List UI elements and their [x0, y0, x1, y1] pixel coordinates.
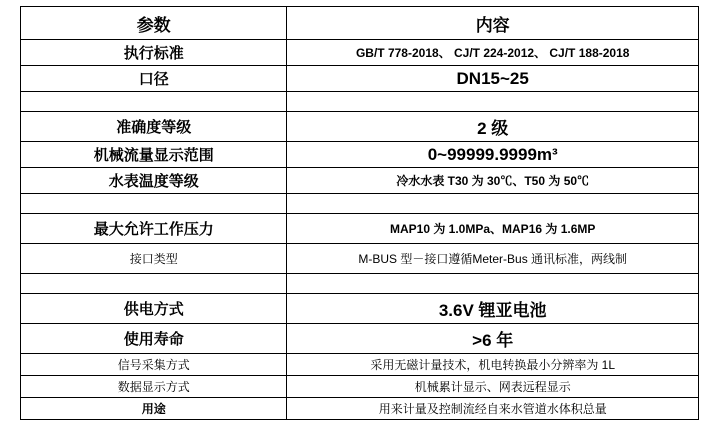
cell-content: 冷水水表 T30 为 30℃、T50 为 50℃	[287, 168, 699, 194]
specification-table	[20, 6, 699, 420]
cell-parameter	[21, 274, 287, 294]
cell-parameter: 执行标准	[21, 40, 287, 66]
cell-parameter: 接口类型	[21, 244, 287, 274]
cell-parameter: 水表温度等级	[21, 168, 287, 194]
cell-content: M-BUS 型－接口遵循Meter-Bus 通讯标准，两线制	[287, 244, 699, 274]
cell-content: MAP10 为 1.0MPa、MAP16 为 1.6MP	[287, 214, 699, 244]
table-body	[21, 40, 699, 420]
cell-content	[287, 92, 699, 112]
table-row	[21, 354, 699, 376]
table-row	[21, 40, 699, 66]
cell-content	[287, 274, 699, 294]
cell-content: 用来计量及控制流经自来水管道水体积总量	[287, 398, 699, 420]
column-header-content: 内容	[287, 7, 699, 40]
cell-content: >6 年	[287, 324, 699, 354]
table-row	[21, 294, 699, 324]
table-header	[21, 7, 699, 40]
cell-parameter: 使用寿命	[21, 324, 287, 354]
cell-parameter: 用途	[21, 398, 287, 420]
cell-content: GB/T 778-2018、 CJ/T 224-2012、 CJ/T 188-2018	[287, 40, 699, 66]
cell-parameter: 口径	[21, 66, 287, 92]
table-row	[21, 214, 699, 244]
table-row	[21, 376, 699, 398]
cell-parameter: 机械流量显示范围	[21, 142, 287, 168]
table-row	[21, 194, 699, 214]
cell-content: DN15~25	[287, 66, 699, 92]
table-row	[21, 92, 699, 112]
cell-parameter: 供电方式	[21, 294, 287, 324]
table-row	[21, 168, 699, 194]
table-header-row	[21, 7, 699, 40]
cell-parameter: 准确度等级	[21, 112, 287, 142]
cell-parameter: 最大允许工作压力	[21, 214, 287, 244]
cell-parameter	[21, 194, 287, 214]
cell-parameter	[21, 92, 287, 112]
table-row	[21, 142, 699, 168]
cell-content: 采用无磁计量技术，机电转换最小分辨率为 1L	[287, 354, 699, 376]
cell-content: 0~99999.9999m³	[287, 142, 699, 168]
table-row	[21, 398, 699, 420]
cell-parameter: 数据显示方式	[21, 376, 287, 398]
table-row	[21, 324, 699, 354]
table-row	[21, 274, 699, 294]
cell-content: 2 级	[287, 112, 699, 142]
cell-content: 3.6V 锂亚电池	[287, 294, 699, 324]
cell-parameter: 信号采集方式	[21, 354, 287, 376]
table-row	[21, 112, 699, 142]
cell-content	[287, 194, 699, 214]
column-header-parameter: 参数	[21, 7, 287, 40]
cell-content: 机械累计显示、网表远程显示	[287, 376, 699, 398]
table-row	[21, 244, 699, 274]
table-row	[21, 66, 699, 92]
